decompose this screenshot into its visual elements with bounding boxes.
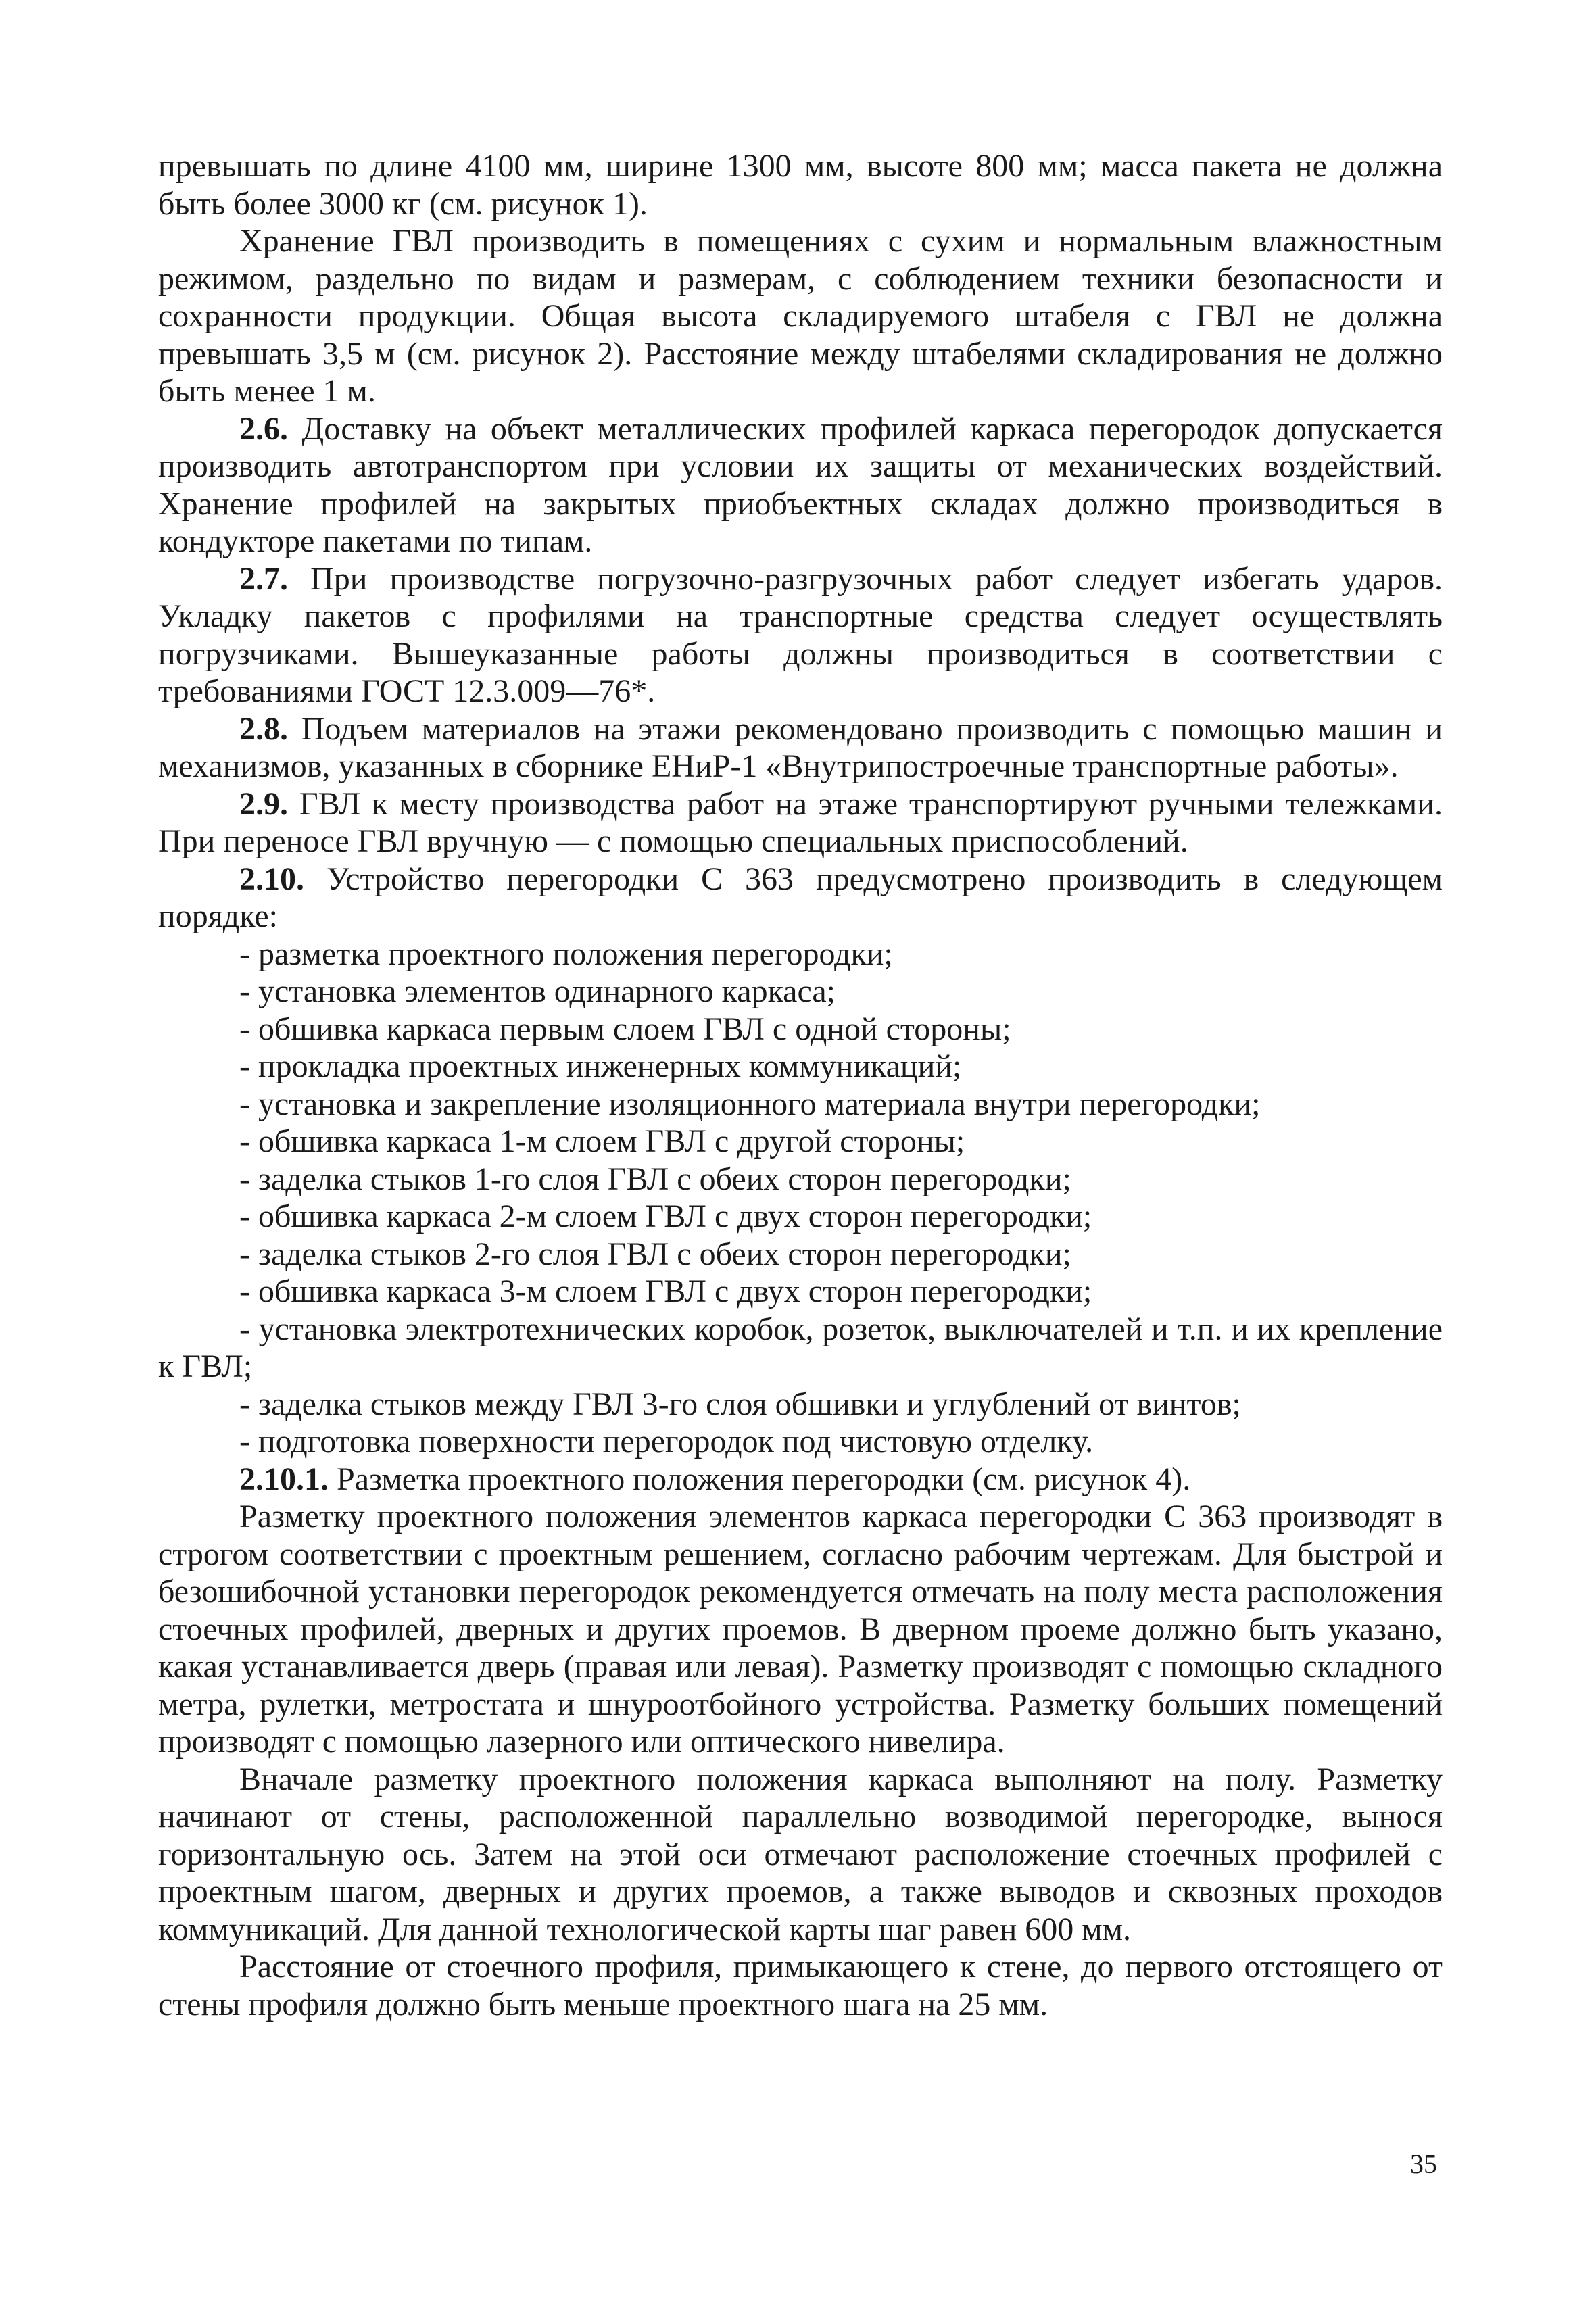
section-text: Доставку на объект металлических профилей каркаса перегородок допускается производить автотранспортом при условии их защиты от механических воздействий. Хранение профилей на закрытых приобъектных складах должно производиться в кондукторе пакетами по типам. [158,410,1443,559]
list-item: - обшивка каркаса 3-м слоем ГВЛ с двух сторон перегородки; [239,1273,1092,1309]
section-text: Подъем материалов на этажи рекомендовано производить с помощью машин и механизмов, указанных в сборнике ЕНиР-1 «Внутрипостроечные транспортные работы». [158,710,1443,784]
section-number: 2.6. [239,410,288,447]
list-item: - установка элементов одинарного каркаса; [239,973,836,1009]
section-number: 2.7. [239,560,288,597]
list-item: - заделка стыков между ГВЛ 3-го слоя обшивки и углублений от винтов; [239,1386,1241,1422]
list-item: - обшивка каркаса 1-м слоем ГВЛ с другой стороны; [239,1123,965,1159]
paragraph-distance: Расстояние от стоечного профиля, примыкающего к стене, до первого отстоящего от стены профиля должно быть меньше проектного шага на 25 мм. [158,1949,1443,2022]
section-2-8 [158,710,1443,785]
list-item: - заделка стыков 2-го слоя ГВЛ с обеих сторон перегородки; [239,1236,1071,1272]
paragraph-marking: Разметку проектного положения элементов каркаса перегородки С 363 производят в строгом соответствии с проектным решением, согласно рабочим чертежам. Для быстрой и безошибочной установки перегородок рекомендуется отмечать на полу места расположения стоечных профилей, дверных и других проемов. В дверном проеме должно быть указано, какая устанавливается дверь (правая или левая). Разметку производят с помощью складного метра, рулетки, метростата и шнуроотбойного устройства. Разметку больших помещений производят с помощью лазерного или оптического нивелира. [158,1498,1443,1759]
section-text: ГВЛ к месту производства работ на этаже транспортируют ручными тележками. При переносе ГВЛ вручную — с помощью специальных приспособлений. [158,785,1443,859]
paragraph-intro: превышать по длине 4100 мм, ширине 1300 мм, высоте 800 мм; масса пакета не должна быть более 3000 кг (см. рисунок 1). [158,148,1443,222]
paragraph-floor: Вначале разметку проектного положения каркаса выполняют на полу. Разметку начинают от стены, расположенной параллельно возводимой перегородке, вынося горизонтальную ось. Затем на этой оси отмечают расположение стоечных профилей с проектным шагом, дверных и других проемов, а также выводов и сквозных проходов коммуникаций. Для данной технологической карты шаг равен 600 мм. [158,1761,1443,1947]
section-text: Устройство перегородки С 363 предусмотрено производить в следующем порядке: [158,860,1443,934]
section-2-10-1 [158,1461,1443,1498]
section-number: 2.8. [239,710,288,747]
list-item: - установка электротехнических коробок, розеток, выключателей и т.п. и их крепление к ГВЛ; [158,1311,1443,1384]
list-item: - прокладка проектных инженерных коммуникаций; [239,1048,962,1084]
paragraph-storage: Хранение ГВЛ производить в помещениях с сухим и нормальным влажностным режимом, раздельно по видам и размерам, с соблюдением техники безопасности и сохранности продукции. Общая высота складируемого штабеля с ГВЛ не должна превышать 3,5 м (см. рисунок 2). Расстояние между штабелями складирования не должно быть менее 1 м. [158,223,1443,409]
document-body [158,147,1443,2023]
section-2-7 [158,560,1443,710]
section-number: 2.10. [239,860,304,897]
list-item: - установка и закрепление изоляционного материала внутри перегородки; [239,1086,1261,1122]
section-text: При производстве погрузочно-разгрузочных работ следует избегать ударов. Укладку пакетов с профилями на транспортные средства следует осуществлять погрузчиками. Вышеуказанные работы должны производиться в соответствии с требованиями ГОСТ 12.3.009—76*. [158,560,1443,709]
section-number: 2.10.1. [239,1461,329,1497]
list-item: - подготовка поверхности перегородок под чистовую отделку. [239,1423,1094,1459]
section-number: 2.9. [239,785,288,822]
section-text: Разметка проектного положения перегородки (см. рисунок 4). [329,1461,1191,1497]
list-item: - разметка проектного положения перегородки; [239,935,893,972]
page-number: 35 [1410,2149,1437,2179]
list-item: - заделка стыков 1-го слоя ГВЛ с обеих сторон перегородки; [239,1161,1071,1197]
section-2-9 [158,785,1443,860]
section-2-10 [158,860,1443,935]
section-2-6 [158,410,1443,560]
list-item: - обшивка каркаса первым слоем ГВЛ с одной стороны; [239,1010,1011,1047]
list-item: - обшивка каркаса 2-м слоем ГВЛ с двух сторон перегородки; [239,1198,1092,1234]
